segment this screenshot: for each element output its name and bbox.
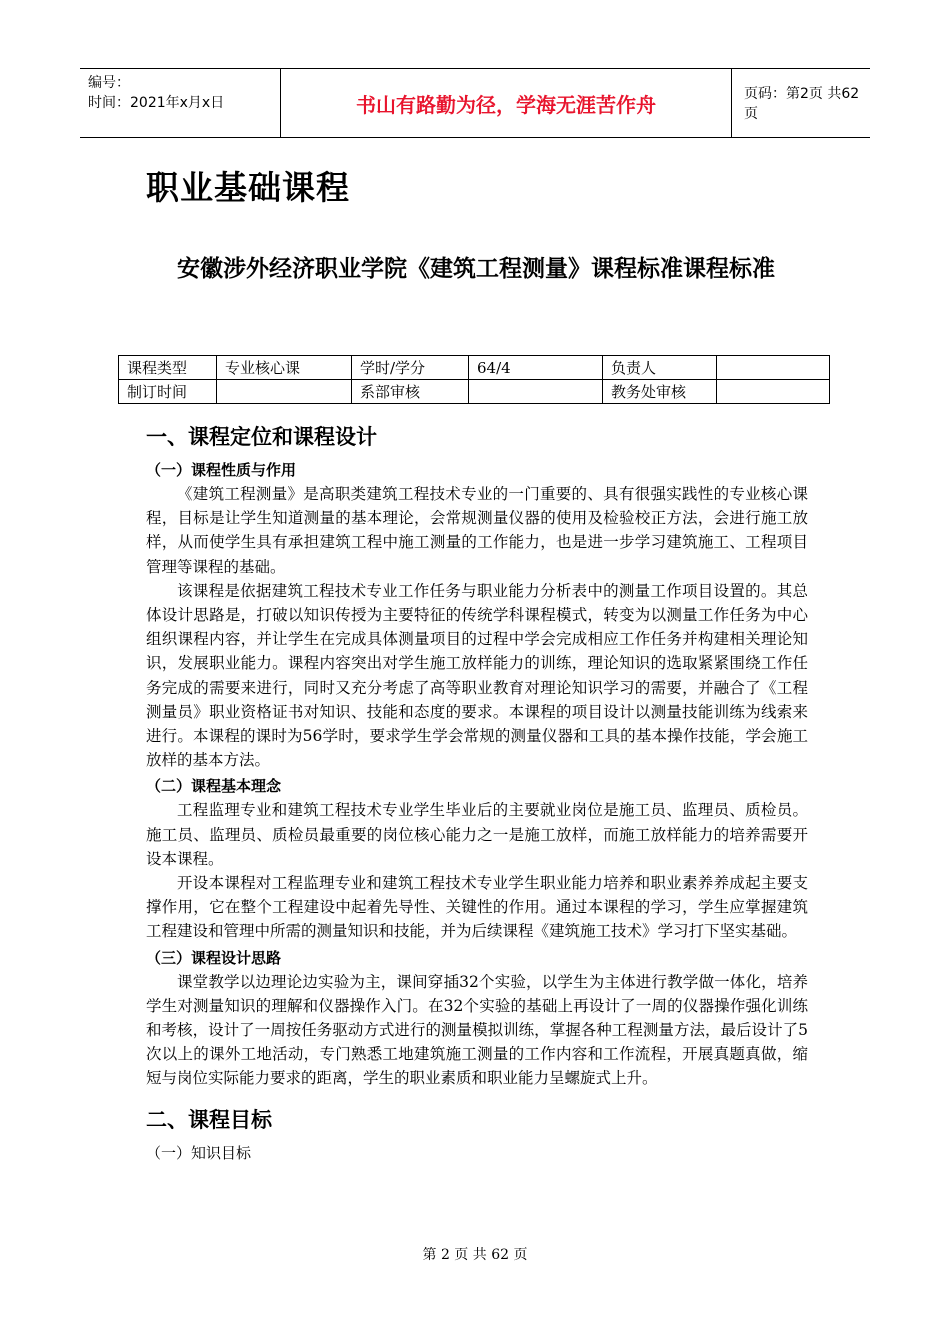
document-body <box>146 418 808 1167</box>
table-cell: 学时/学分 <box>352 356 469 380</box>
number-label: 编号： <box>88 75 130 91</box>
table-cell <box>217 380 352 404</box>
page-footer: 第 2 页 共 62 页 <box>422 1247 528 1263</box>
paragraph: 开设本课程对工程监理专业和建筑工程技术专业学生职业能力培养和职业素养养成起主要支撑作用，它在整个工程建设中起着先导性、关键性的作用。通过本课程的学习，学生应掌握建筑工程建设和管理中所需的测量知识和技能，并为后续课程《建筑施工技术》学习打下坚实基础。 <box>146 874 808 941</box>
table-cell: 专业核心课 <box>217 356 352 380</box>
table-cell: 课程类型 <box>119 356 217 380</box>
paragraph: 《建筑工程测量》是高职类建筑工程技术专业的一门重要的、具有很强实践性的专业核心课程，目标是让学生知道测量的基本理论，会常规测量仪器的使用及检验校正方法，会进行施工放样，从而使学生具有承担建筑工程中施工测量的工作能力，也是进一步学习建筑施工、工程项目管理等课程的基础。 <box>146 485 808 576</box>
section-heading: 二、课程目标 <box>146 1107 272 1132</box>
table-cell <box>717 356 830 380</box>
table-cell: 制订时间 <box>119 380 217 404</box>
header-page-label: 页码：第2页 共62页 <box>744 86 860 122</box>
table-cell <box>717 380 830 404</box>
document-title: 安徽涉外经济职业学院《建筑工程测量》课程标准课程标准 <box>177 256 775 282</box>
main-title: 职业基础课程 <box>146 168 350 207</box>
subsection-heading: （一）课程性质与作用 <box>146 461 297 479</box>
table-cell <box>469 380 603 404</box>
table-cell: 教务处审核 <box>603 380 717 404</box>
subsection-heading: （三）课程设计思路 <box>146 948 282 967</box>
table-cell: 64/4 <box>469 356 603 380</box>
table-cell: 系部审核 <box>352 380 469 404</box>
table-row <box>119 380 830 404</box>
page-header <box>80 68 870 138</box>
paragraph: 工程监理专业和建筑工程技术专业学生毕业后的主要就业岗位是施工员、监理员、质检员。施工员、监理员、质检员最重要的岗位核心能力之一是施工放样，而施工放样能力的培养需要开设本课程。 <box>146 801 808 868</box>
subsection-heading: （二）课程基本理念 <box>146 777 282 796</box>
section-heading: 一、课程定位和课程设计 <box>146 425 377 449</box>
paragraph: 该课程是依据建筑工程技术专业工作任务与职业能力分析表中的测量工作项目设置的。其总体设计思路是，打破以知识传授为主要特征的传统学科课程模式，转变为以测量工作任务为中心组织课程内容，并让学生在完成具体测量项目的过程中学会完成相应工作任务并构建相关理论知识，发展职业能力。课程内容突出对学生施工放样能力的训练，理论知识的选取紧紧围绕工作任务完成的需要来进行，同时又充分考虑了高等职业教育对理论知识学习的需要，并融合了《工程测量员》职业资格证书对知识、技能和态度的要求。本课程的项目设计以测量技能训练为线索来进行。本课程的课时为56学时，要求学生学会常规的测量仪器和工具的基本操作技能，学会施工放样的基本方法。 <box>146 581 808 770</box>
table-row <box>119 356 830 380</box>
paragraph: 课堂教学以边理论边实验为主，课间穿插32个实验，以学生为主体进行教学做一体化，培养学生对测量知识的理解和仪器操作入门。在32个实验的基础上再设计了一周的仪器操作强化训练和考核，设计了一周按任务驱动方式进行的测量模拟训练，掌握各种工程测量方法，最后设计了5次以上的课外工地活动，专门熟悉工地建筑施工测量的工作内容和工作流程，开展真题真做，缩短与岗位实际能力要求的距离，学生的职业素质和职业能力呈螺旋式上升。 <box>146 972 808 1088</box>
header-meta <box>80 69 280 137</box>
time-label: 时间：2021年x月x日 <box>88 95 225 111</box>
header-motto: 书山有路勤为径，学海无涯苦作舟 <box>280 69 732 137</box>
table-cell: 负责人 <box>603 356 717 380</box>
subsection-heading: （一）知识目标 <box>146 1143 252 1162</box>
course-info-table <box>118 355 830 404</box>
